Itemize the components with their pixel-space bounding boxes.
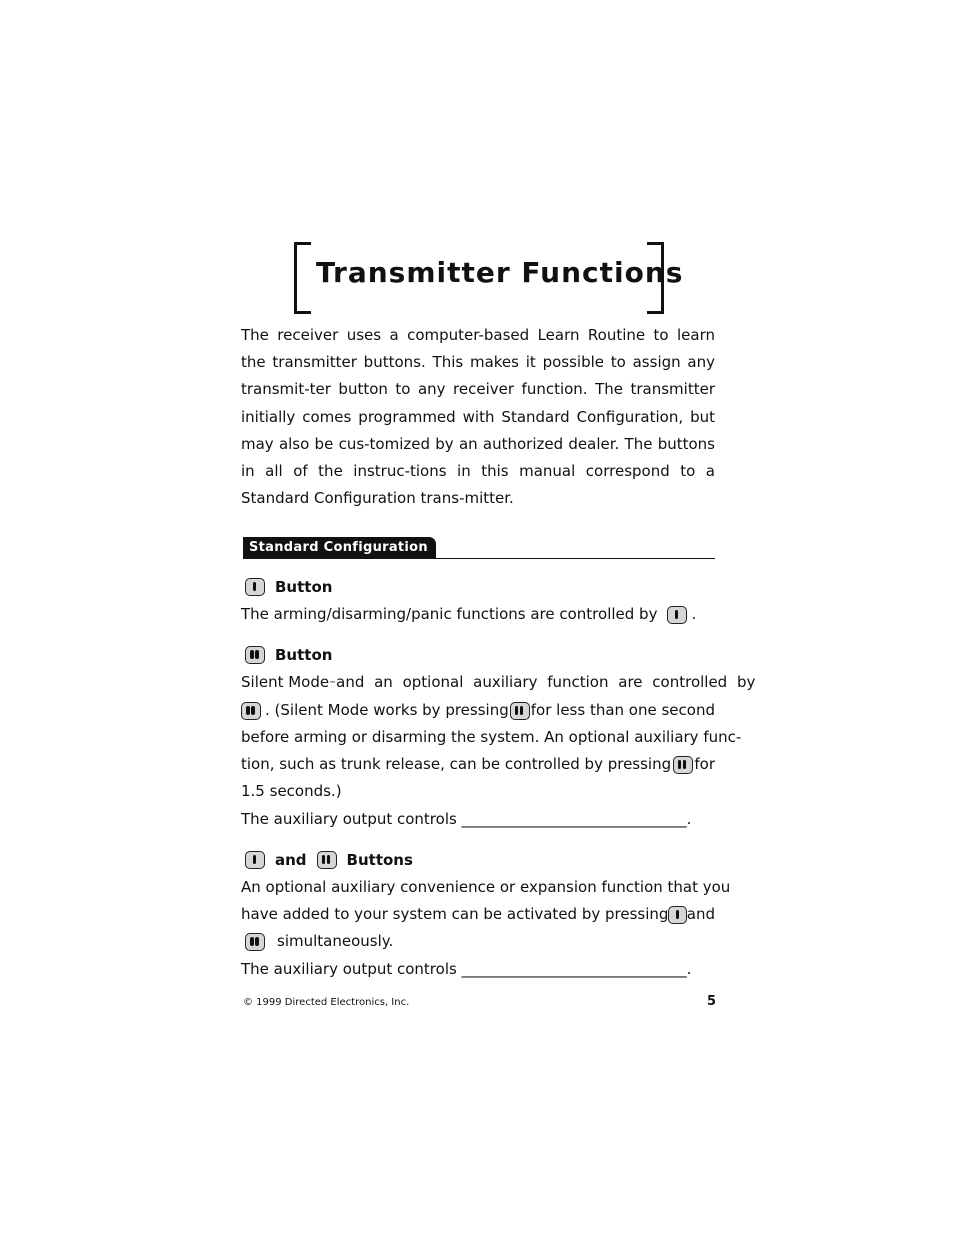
right-bracket — [647, 242, 664, 314]
button-two-text-2a: . (Silent Mode works by pressing — [265, 701, 509, 719]
button-two-heading — [245, 643, 332, 667]
period: . — [691, 605, 697, 623]
button-two-text-4a: tion, such as trunk release, can be controlled by pressing — [241, 755, 672, 773]
transmitter-button-one-icon — [667, 606, 687, 624]
button-two-heading-label: Button — [275, 646, 333, 664]
combo-and-label: and — [275, 851, 307, 869]
combo-line-1: An optional auxiliary convenience or expansion function that you — [241, 878, 731, 896]
combo-text-2a: have added to your system can be activated by pressing — [241, 905, 669, 923]
button-two-line-3: before arming or disarming the system. An optional auxiliary func- — [241, 728, 742, 746]
transmitter-button-two-icon — [673, 756, 693, 774]
button-one-description — [241, 601, 715, 628]
button-two-line-4 — [241, 751, 715, 778]
transmitter-button-two-icon — [510, 702, 530, 720]
combo-text-3: simultaneously. — [277, 932, 394, 950]
button-two-line-5: 1.5 seconds.) — [241, 782, 342, 800]
transmitter-button-two-icon — [245, 646, 265, 664]
combo-text-2b: and — [686, 905, 715, 923]
title-block — [294, 242, 684, 310]
transmitter-button-one-icon — [245, 851, 265, 869]
button-one-text: The arming/disarming/panic functions are controlled by — [241, 605, 658, 623]
combo-buttons-heading — [245, 848, 413, 872]
combo-buttons-heading-label: Buttons — [346, 851, 413, 869]
combo-line-2 — [241, 901, 715, 928]
page-title: Transmitter Functions — [316, 256, 684, 289]
page-number: 5 — [707, 994, 717, 1009]
button-two-text-1: and an optional auxiliary function are controlled by — [336, 673, 756, 691]
button-two-aux-output: The auxiliary output controls ______________________________. — [241, 810, 692, 828]
transmitter-button-two-icon — [317, 851, 337, 869]
button-two-text-2b: for less than one second — [530, 701, 715, 719]
silent-mode-label: Silent Mode — [241, 673, 330, 691]
button-two-line-1 — [241, 669, 756, 696]
transmitter-button-two-icon — [245, 933, 265, 951]
left-bracket — [294, 242, 311, 314]
transmitter-button-one-icon — [245, 578, 265, 596]
button-two-text-4b: for — [694, 755, 715, 773]
button-one-heading-label: Button — [275, 578, 333, 596]
button-one-heading — [245, 575, 332, 599]
copyright: © 1999 Directed Electronics, Inc. — [243, 997, 410, 1008]
combo-aux-output: The auxiliary output controls ______________________________. — [241, 960, 692, 978]
transmitter-button-two-icon — [241, 702, 261, 720]
section-header: Standard Configuration — [243, 537, 436, 559]
intro-paragraph: The receiver uses a computer-based Learn Routine to learn the transmitter buttons. This makes it possible to assign any transmit-ter button to any receiver function. The transmitter initially comes programmed with Standard Configuration, but may also be cus-tomized by an authorized dealer. The buttons in all of the instruc-tions in this manual correspond to a Standard Configuration trans-mitter. — [241, 326, 715, 508]
trademark-mark: ™ — [329, 680, 337, 688]
combo-line-3 — [241, 928, 715, 955]
transmitter-button-one-icon — [668, 906, 686, 924]
button-two-line-2 — [241, 697, 715, 724]
